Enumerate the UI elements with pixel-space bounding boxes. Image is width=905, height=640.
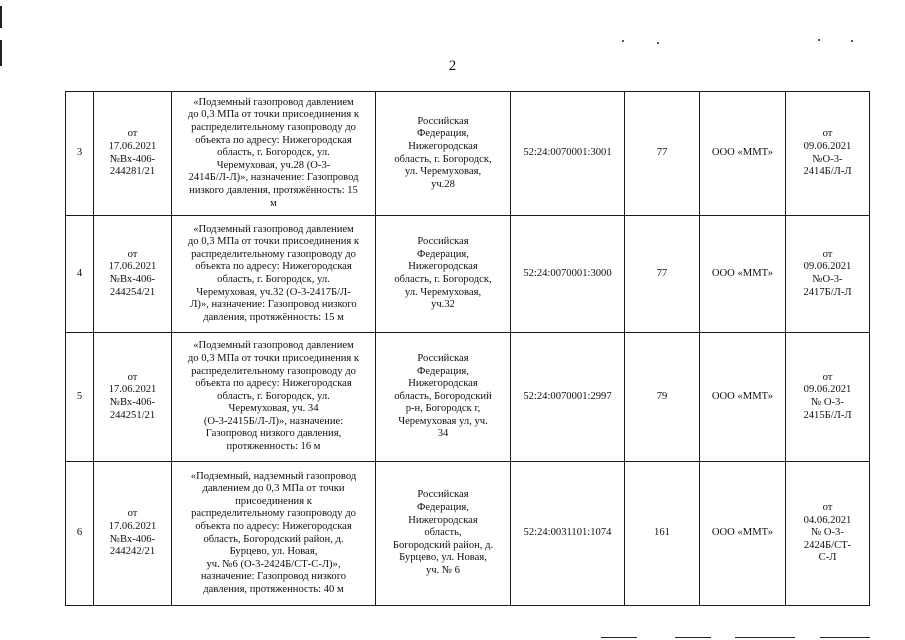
scan-speck bbox=[818, 39, 820, 41]
land-area-cell bbox=[625, 216, 700, 333]
technical-conditions-cell bbox=[786, 462, 870, 606]
table-row bbox=[66, 216, 870, 333]
applicant: ООО «ММТ» bbox=[711, 267, 774, 279]
object-description: «Подземный газопровод давлением до 0,3 МПа от точки присоединения к распределительному газопроводу до объекта по адресу: Нижегородская область, г. Богородск, ул. Черемуховая, уч. 34 (О-3-2415Б/Л-Л)», назначение: Газопровод низкого давления, протяженность: 16 м bbox=[187, 340, 360, 453]
row-number: 6 bbox=[76, 527, 83, 539]
applicant-cell bbox=[700, 462, 786, 606]
land-area: 79 bbox=[656, 390, 668, 402]
registry-body bbox=[66, 92, 870, 606]
cadastral-number-cell bbox=[511, 92, 625, 216]
object-description: «Подземный газопровод давлением до 0,3 МПа от точки присоединения к распределительному газопроводу до объекта по адресу: Нижегородская область, г. Богородск, ул. Черемуховая, уч.28 (О-3- 2414Б/Л-Л)», назначение: Газопровод низкого давления, протяжённость: 15 м bbox=[187, 96, 360, 209]
cadastral-number-cell bbox=[511, 462, 625, 606]
scan-edge-mark bbox=[0, 6, 2, 28]
technical-conditions-cell bbox=[786, 333, 870, 462]
cadastral-number: 52:24:0031101:1074 bbox=[523, 527, 612, 539]
table-row bbox=[66, 92, 870, 216]
object-address-cell bbox=[376, 92, 511, 216]
object-description-cell bbox=[172, 216, 376, 333]
object-address: Российская Федерация, Нижегородская область, Богородский район, д. Бурцево, ул. Новая, уч. № 6 bbox=[392, 489, 494, 576]
object-description: «Подземный газопровод давлением до 0,3 МПа от точки присоединения к распределительному газопроводу до объекта по адресу: Нижегородская область, г. Богородск, ул. Черемуховая, уч.32 (О-3-2417Б/Л- Л)», назначение: Газопровод низкого давления, протяжённость: 15 м bbox=[187, 223, 360, 323]
cadastral-number: 52:24:0070001:3001 bbox=[523, 147, 612, 159]
incoming-request-cell bbox=[94, 462, 172, 606]
page-number: 2 bbox=[448, 58, 457, 74]
row-number: 4 bbox=[76, 267, 83, 279]
incoming-request: от 17.06.2021 №Вх-406- 244281/21 bbox=[108, 128, 157, 178]
land-area: 77 bbox=[656, 147, 668, 159]
object-address: Российская Федерация, Нижегородская область, г. Богородск, ул. Черемуховая, уч.28 bbox=[394, 115, 492, 190]
incoming-request-cell bbox=[94, 92, 172, 216]
technical-conditions: от 09.06.2021 №О-3- 2414Б/Л-Л bbox=[803, 128, 852, 178]
incoming-request: от 17.06.2021 №Вх-406- 244251/21 bbox=[108, 371, 157, 421]
incoming-request-cell bbox=[94, 333, 172, 462]
row-number: 3 bbox=[76, 147, 83, 159]
object-address-cell bbox=[376, 462, 511, 606]
object-address-cell bbox=[376, 216, 511, 333]
applicant-cell bbox=[700, 92, 786, 216]
scan-edge-mark bbox=[820, 637, 870, 638]
row-number-cell bbox=[66, 92, 94, 216]
technical-conditions: от 09.06.2021 № О-3- 2415Б/Л-Л bbox=[803, 371, 852, 421]
land-area-cell bbox=[625, 462, 700, 606]
object-description-cell bbox=[172, 92, 376, 216]
object-address: Российская Федерация, Нижегородская область, Богородский р-н, Богородск г, Черемуховая ул, уч. 34 bbox=[394, 352, 492, 440]
row-number: 5 bbox=[76, 390, 83, 402]
land-area-cell bbox=[625, 92, 700, 216]
object-description-cell bbox=[172, 462, 376, 606]
object-address: Российская Федерация, Нижегородская область, г. Богородск, ул. Черемуховая, уч.32 bbox=[394, 236, 492, 311]
land-area-cell bbox=[625, 333, 700, 462]
technical-conditions-cell bbox=[786, 216, 870, 333]
object-address-cell bbox=[376, 333, 511, 462]
incoming-request: от 17.06.2021 №Вх-406- 244254/21 bbox=[108, 248, 157, 298]
land-area: 77 bbox=[656, 267, 668, 279]
cadastral-number-cell bbox=[511, 216, 625, 333]
applicant: ООО «ММТ» bbox=[711, 147, 774, 159]
scan-speck bbox=[851, 40, 853, 42]
table-row bbox=[66, 462, 870, 606]
scan-speck bbox=[657, 42, 659, 44]
scan-speck bbox=[622, 40, 624, 42]
row-number-cell bbox=[66, 462, 94, 606]
technical-conditions: от 09.06.2021 №О-3- 2417Б/Л-Л bbox=[803, 248, 852, 298]
table-row bbox=[66, 333, 870, 462]
cadastral-number: 52:24:0070001:2997 bbox=[523, 390, 612, 402]
applicant: ООО «ММТ» bbox=[711, 527, 774, 539]
registry-table bbox=[65, 91, 870, 606]
object-description: «Подземный, надземный газопровод давлением до 0,3 МПа от точки присоединения к распределительному газопроводу до объекта по адресу: Нижегородская область, Богородский район, д. Бурцево, ул. Новая, уч. №6 (О-3-2424Б/СТ-С-Л)», назначение: Газопровод низкого давления, протяженность: 40 м bbox=[190, 470, 357, 595]
land-area: 161 bbox=[654, 527, 670, 539]
technical-conditions-cell bbox=[786, 92, 870, 216]
row-number-cell bbox=[66, 216, 94, 333]
cadastral-number-cell bbox=[511, 333, 625, 462]
applicant-cell bbox=[700, 216, 786, 333]
scan-edge-mark bbox=[735, 637, 795, 638]
applicant-cell bbox=[700, 333, 786, 462]
scan-edge-mark bbox=[601, 637, 637, 638]
object-description-cell bbox=[172, 333, 376, 462]
row-number-cell bbox=[66, 333, 94, 462]
cadastral-number: 52:24:0070001:3000 bbox=[523, 267, 612, 279]
scan-edge-mark bbox=[675, 637, 711, 638]
applicant: ООО «ММТ» bbox=[711, 390, 774, 402]
incoming-request: от 17.06.2021 №Вх-406- 244242/21 bbox=[108, 508, 157, 558]
technical-conditions: от 04.06.2021 № О-3- 2424Б/СТ- С-Л bbox=[803, 502, 852, 564]
incoming-request-cell bbox=[94, 216, 172, 333]
